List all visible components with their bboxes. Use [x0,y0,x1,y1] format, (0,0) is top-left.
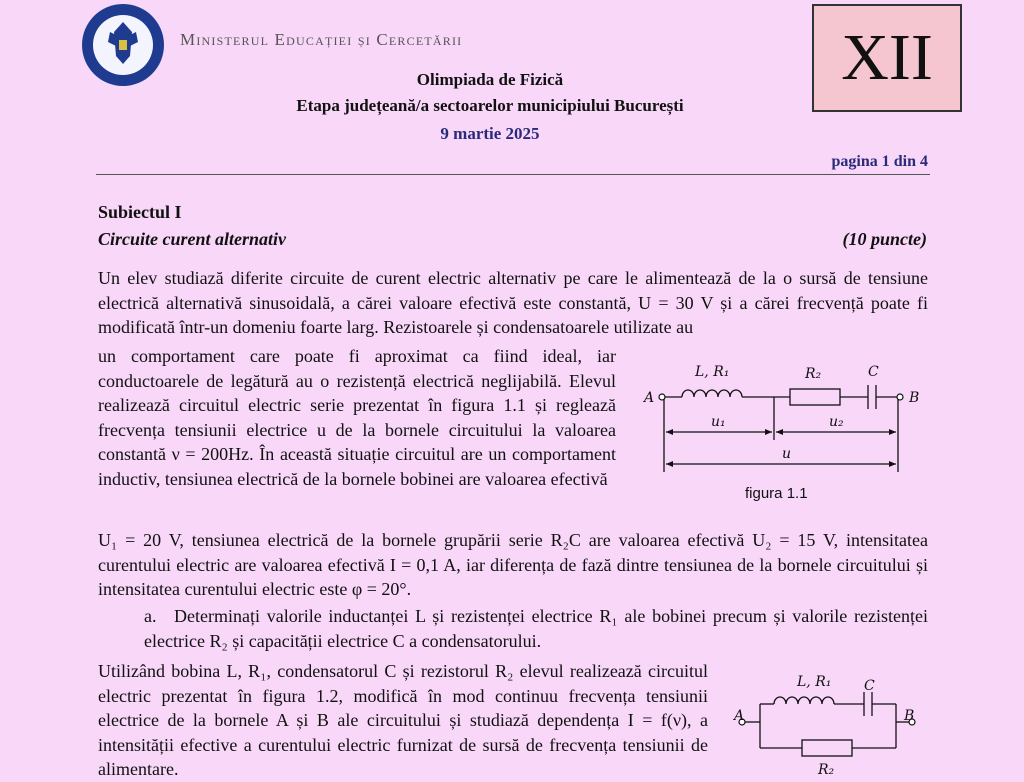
olympiad-title: Olimpiada de Fizică [416,70,564,89]
paragraph-measurements: U₁ = 20 V, tensiunea electrică de la bornele grupării serie R₂C are valoarea efectivă U₂ = 15 V, intensitatea curentului electric are valoarea efectivă I = 0,1 A, iar diferența de fază dintre tensiunea de la bornele circuitului și intensitatea curentului electric este φ = 20°. [98,530,928,600]
grade-badge: XII [812,4,962,112]
header-divider [96,174,930,175]
fig1-node-a: A [644,390,655,406]
fig2-node-a: A [734,708,745,724]
question-a-label: a. [144,606,157,626]
subject-label: Subiectul I [98,202,182,222]
question-a-text: Determinați valorile inductanței L și rezistenței electrice R₁ ale bobinei precum și valorile rezistenței electrice R₂ și capacității electrice C a condensatorului. [144,606,928,651]
fig2-c-label: C [864,678,875,694]
page-number: pagina 1 din 4 [831,153,928,170]
stage-title: Etapa județeană/a sectoarelor municipiului București [296,96,684,115]
figure-1-2-circuit [730,668,930,778]
exam-date: 9 martie 2025 [440,124,540,143]
question-a [144,604,928,653]
fig1-node-b: B [909,390,920,406]
subject-points: (10 puncte) [842,229,927,249]
figure-1-1-circuit [640,352,930,512]
fig1-u2-label: u₂ [829,414,844,430]
fig2-r2-label: R₂ [818,762,835,778]
subject-title: Circuite curent alternativ [98,229,287,249]
paragraph-circuit-setup: un comportament care poate fi aproximat ca fiind ideal, iar conductoarele de legătură au o rezistență electrică neglijabilă. Elevul realizează circuitul electric serie prezentat în figura 1.1 și reglează frecvența tensiunii electrice u de la bornele circuitului la valoarea constantă ν = 200Hz. În această situație circuitul are un comportament inductiv, tensiunea electrică de la bornele bobinei are valoarea efectivă [98,346,616,489]
paragraph-figure-2: Utilizând bobina L, R₁, condensatorul C și rezistorul R₂ elevul realizează circuitul electric prezentat în figura 1.2, modifică în mod continuu frecvența tensiunii electrice de la bornele A și B ale circuitului și studiază dependența I = f(ν), a intensității efective a curentului electric furnizat de sursă de frecvența tensiunii de alimentare. [98,661,708,780]
paragraph-intro: Un elev studiază diferite circuite de curent electric alternativ pe care le alimentează de la o sursă de tensiune electrică alternativă sinusoidală, a cărei valoare efectivă este constantă, U = 30 V și a cărei frecvență poate fi modificată într-un domeniu foarte larg. Rezistoarele și condensatoarele utilizate au [98,268,928,338]
fig2-node-b: B [904,708,915,724]
fig1-c-label: C [868,364,879,380]
ministry-name: Ministerul Educației și Cercetării [180,30,463,49]
fig1-u1-label: u₁ [711,414,726,430]
fig1-coil-label: L, R₁ [695,364,730,380]
fig1-caption: figura 1.1 [745,485,808,502]
fig2-coil-label: L, R₁ [797,674,832,690]
fig1-r2-label: R₂ [805,366,822,382]
government-seal-logo [80,2,166,88]
fig1-u-label: u [782,446,792,462]
